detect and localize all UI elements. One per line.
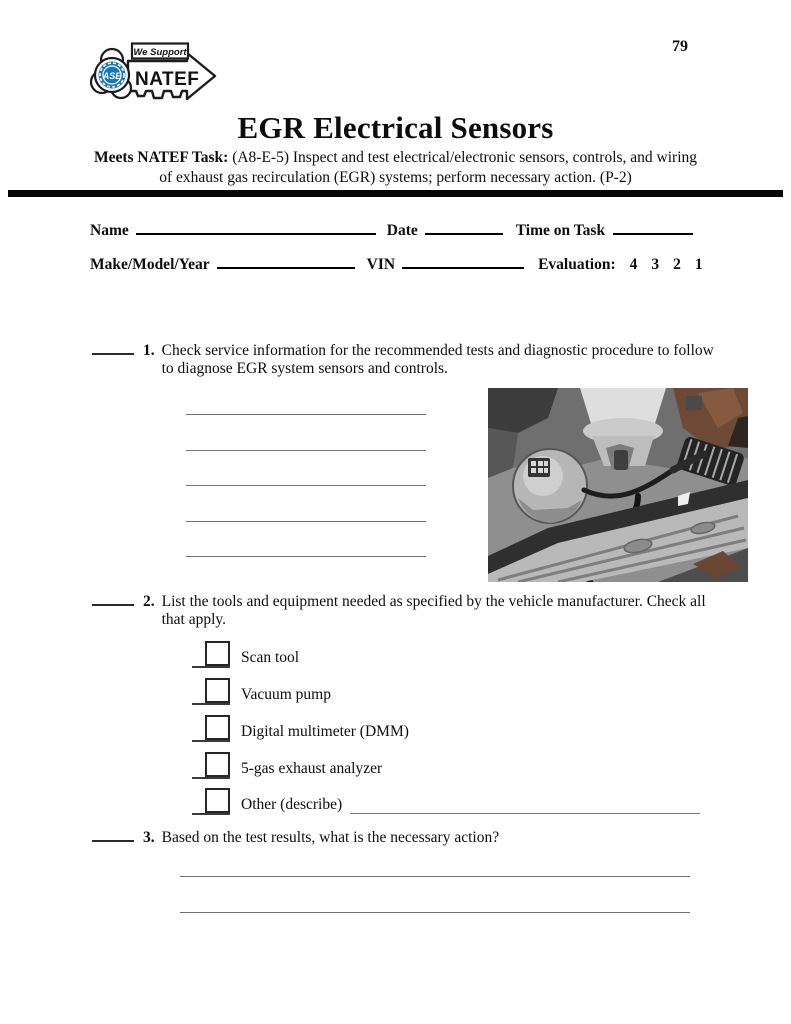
name-field-line[interactable] xyxy=(136,219,376,235)
checkbox-underline xyxy=(192,678,230,705)
task-item-3 xyxy=(92,828,724,847)
action-answer-line-2[interactable] xyxy=(180,912,690,913)
page-title: EGR Electrical Sensors xyxy=(237,110,554,145)
natef-ase-logo xyxy=(88,42,222,104)
evaluation-value-3[interactable]: 3 xyxy=(651,256,660,273)
evaluation-label: Evaluation: xyxy=(538,256,616,273)
make-model-year-label: Make/Model/Year xyxy=(90,256,210,273)
task-text-line2: of exhaust gas recirculation (EGR) systems; perform necessary action. (P-2) xyxy=(159,169,632,186)
item-3-text: Based on the test results, what is the necessary action? xyxy=(161,829,500,846)
ase-text: ASE xyxy=(102,71,122,81)
time-on-task-label: Time on Task xyxy=(515,222,606,239)
task-item-1 xyxy=(92,341,717,378)
item-2-text: List the tools and equipment needed as specified by the vehicle manufacturer. Check all that apply. xyxy=(161,593,706,628)
checklist-row-dmm xyxy=(192,715,409,742)
ase-gear-icon xyxy=(99,62,126,89)
other-describe-line[interactable] xyxy=(350,799,700,814)
engine-photo-graphic xyxy=(488,388,748,582)
item-1-number: 1. xyxy=(143,342,155,359)
answer-line-1[interactable] xyxy=(186,414,426,415)
item-3-grade-line[interactable] xyxy=(92,828,134,842)
checklist-row-5gas xyxy=(192,752,382,779)
page-number: 79 xyxy=(672,38,688,55)
date-label: Date xyxy=(386,222,418,239)
form-row-vehicle xyxy=(90,253,703,274)
header-divider-rule xyxy=(8,190,783,197)
5gas-analyzer-label: 5-gas exhaust analyzer xyxy=(241,760,383,777)
evaluation-value-2[interactable]: 2 xyxy=(673,256,681,273)
other-checkbox[interactable] xyxy=(205,788,230,813)
answer-line-3[interactable] xyxy=(186,485,426,486)
scan-tool-checkbox[interactable] xyxy=(205,641,230,666)
form-row-identity xyxy=(90,219,693,240)
item-2-grade-line[interactable] xyxy=(92,592,134,606)
dmm-checkbox[interactable] xyxy=(205,715,230,740)
checkbox-underline xyxy=(192,715,230,742)
engine-egr-photo xyxy=(488,388,748,582)
checklist-row-other xyxy=(192,788,700,815)
we-support-text: We Support xyxy=(133,47,187,58)
item-3-number: 3. xyxy=(143,829,155,846)
task-text-line1: (A8-E-5) Inspect and test electrical/electronic sensors, controls, and wiring xyxy=(232,149,698,166)
evaluation-value-4[interactable]: 4 xyxy=(629,256,638,273)
5gas-analyzer-checkbox[interactable] xyxy=(205,752,230,777)
task-item-2 xyxy=(92,592,724,629)
checklist-row-vacuum-pump xyxy=(192,678,331,705)
evaluation-value-1[interactable]: 1 xyxy=(694,256,703,273)
answer-line-4[interactable] xyxy=(186,521,426,522)
answer-line-2[interactable] xyxy=(186,450,426,451)
name-label: Name xyxy=(90,222,129,239)
checkbox-underline xyxy=(192,752,230,779)
answer-line-5[interactable] xyxy=(186,556,426,557)
item-1-grade-line[interactable] xyxy=(92,341,134,355)
item-2-number: 2. xyxy=(143,593,155,610)
natef-text: NATEF xyxy=(135,69,200,90)
checkbox-underline xyxy=(192,641,230,668)
action-answer-line-1[interactable] xyxy=(180,876,690,877)
checklist-row-scan-tool xyxy=(192,641,299,668)
vin-field-line[interactable] xyxy=(402,253,524,269)
natef-key-logo-graphic xyxy=(88,42,222,104)
vacuum-pump-label: Vacuum pump xyxy=(241,686,331,703)
scan-tool-label: Scan tool xyxy=(241,649,300,666)
natef-task-line xyxy=(0,149,791,167)
task-label: Meets NATEF Task: xyxy=(93,149,229,166)
vacuum-pump-checkbox[interactable] xyxy=(205,678,230,703)
vin-label: VIN xyxy=(366,256,396,273)
dmm-label: Digital multimeter (DMM) xyxy=(241,723,409,740)
other-label: Other (describe) xyxy=(241,796,343,813)
time-on-task-field-line[interactable] xyxy=(613,219,693,235)
checkbox-underline xyxy=(192,788,230,815)
item-1-text: Check service information for the recommended tests and diagnostic procedure to follow to diagnose EGR system sensors and controls. xyxy=(161,342,714,377)
make-model-year-field-line[interactable] xyxy=(217,253,355,269)
date-field-line[interactable] xyxy=(425,219,503,235)
